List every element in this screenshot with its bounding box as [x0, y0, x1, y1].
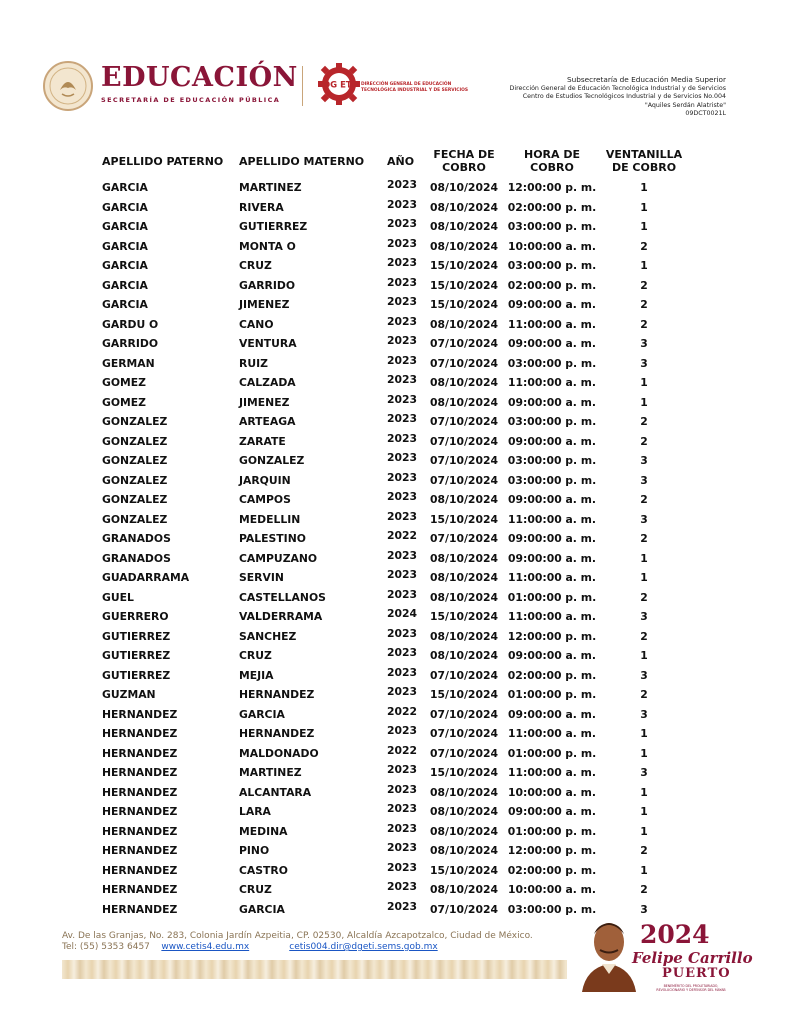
cell-ventanilla: 3 — [640, 668, 648, 682]
cell-apellido-paterno: GUTIERREZ — [102, 668, 171, 682]
cell-hora-cobro: 02:00:00 p. m. — [507, 200, 597, 214]
cell-apellido-materno: ARTEAGA — [239, 415, 296, 429]
document-header — [0, 0, 792, 130]
dgeti-name — [361, 82, 468, 93]
cell-apellido-materno: CRUZ — [239, 883, 272, 897]
cell-fecha-cobro: 07/10/2024 — [430, 454, 498, 468]
cell-anio: 2023 — [387, 548, 418, 562]
cell-ventanilla: 2 — [640, 278, 648, 292]
cell-anio: 2023 — [387, 197, 418, 211]
table-header-row — [102, 144, 689, 178]
cell-fecha-cobro: 15/10/2024 — [430, 688, 498, 702]
cell-anio: 2023 — [387, 646, 418, 660]
cell-ventanilla: 3 — [640, 610, 648, 624]
column-header-anio: AÑO — [387, 154, 415, 168]
cell-ventanilla: 3 — [640, 707, 648, 721]
cell-apellido-paterno: GUTIERREZ — [102, 629, 171, 643]
column-header-ventanilla: VENTANILLA DE COBRO — [605, 148, 683, 174]
cell-fecha-cobro: 08/10/2024 — [430, 805, 498, 819]
cell-anio: 2022 — [387, 529, 418, 543]
cell-ventanilla: 1 — [640, 649, 648, 663]
cell-hora-cobro: 09:00:00 a. m. — [508, 707, 596, 721]
cell-ventanilla: 2 — [640, 415, 648, 429]
cell-hora-cobro: 01:00:00 p. m. — [507, 688, 597, 702]
cell-apellido-paterno: GONZALEZ — [102, 434, 168, 448]
dgeti-line-1: DIRECCIÓN GENERAL DE EDUCACIÓN — [361, 82, 452, 87]
cell-hora-cobro: 03:00:00 p. m. — [507, 220, 597, 234]
institution-line-3: Centro de Estudios Tecnológicos Industrial y de Servicios No.004 — [522, 93, 726, 101]
cell-fecha-cobro: 15/10/2024 — [430, 863, 498, 877]
cell-apellido-paterno: GONZALEZ — [102, 473, 168, 487]
cell-fecha-cobro: 08/10/2024 — [430, 571, 498, 585]
cell-anio: 2023 — [387, 431, 418, 445]
cell-anio: 2023 — [387, 451, 418, 465]
cell-hora-cobro: 10:00:00 a. m. — [508, 785, 596, 799]
cell-anio: 2023 — [387, 860, 418, 874]
cell-hora-cobro: 01:00:00 p. m. — [507, 590, 597, 604]
column-header-fecha-cobro: FECHA DE COBRO — [433, 148, 495, 174]
cell-hora-cobro: 03:00:00 p. m. — [507, 454, 597, 468]
column-header-apellido-paterno: APELLIDO PATERNO — [102, 154, 224, 168]
cell-apellido-paterno: HERNANDEZ — [102, 766, 178, 780]
cell-fecha-cobro: 08/10/2024 — [430, 824, 498, 838]
cell-apellido-materno: MEJIA — [239, 668, 274, 682]
commemorative-name: Felipe Carrillo — [632, 949, 753, 967]
cell-apellido-paterno: GARCIA — [102, 181, 148, 195]
footer-phone: Tel: (55) 5353 6457 — [62, 942, 150, 952]
cell-apellido-paterno: GERMAN — [102, 356, 155, 370]
cell-apellido-materno: MARTINEZ — [239, 181, 302, 195]
cell-ventanilla: 2 — [640, 493, 648, 507]
cell-ventanilla: 3 — [640, 902, 648, 916]
cell-ventanilla: 3 — [640, 473, 648, 487]
commemorative-place: PUERTO — [662, 966, 731, 981]
cell-ventanilla: 3 — [640, 337, 648, 351]
cell-hora-cobro: 03:00:00 p. m. — [507, 259, 597, 273]
cell-apellido-paterno: HERNANDEZ — [102, 883, 178, 897]
cell-anio: 2023 — [387, 509, 418, 523]
cell-hora-cobro: 12:00:00 p. m. — [507, 181, 597, 195]
cell-apellido-paterno: GRANADOS — [102, 551, 171, 565]
cell-ventanilla: 2 — [640, 532, 648, 546]
cell-apellido-paterno: GOMEZ — [102, 376, 146, 390]
footer-address: Av. De las Granjas, No. 283, Colonia Jardín Azpeitia, CP. 02530, Alcaldía Azcapotzalco, Ciudad de México. — [62, 931, 533, 941]
column-header-apellido-materno: APELLIDO MATERNO — [239, 154, 365, 168]
cell-ventanilla: 2 — [640, 844, 648, 858]
cell-hora-cobro: 10:00:00 a. m. — [508, 883, 596, 897]
cell-apellido-paterno: GARCIA — [102, 200, 148, 214]
cell-apellido-materno: GONZALEZ — [239, 454, 305, 468]
cell-apellido-paterno: GOMEZ — [102, 395, 146, 409]
cell-apellido-materno: MONTA O — [239, 239, 296, 253]
cell-fecha-cobro: 08/10/2024 — [430, 629, 498, 643]
cell-ventanilla: 1 — [640, 551, 648, 565]
cell-apellido-materno: CASTELLANOS — [239, 590, 326, 604]
dgeti-gear-logo-icon — [318, 63, 360, 105]
cell-apellido-paterno: GONZALEZ — [102, 512, 168, 526]
cell-fecha-cobro: 07/10/2024 — [430, 707, 498, 721]
cell-apellido-materno: ZARATE — [239, 434, 286, 448]
cell-apellido-paterno: HERNANDEZ — [102, 824, 178, 838]
cell-anio: 2023 — [387, 782, 418, 796]
cell-hora-cobro: 09:00:00 a. m. — [508, 298, 596, 312]
payment-schedule-table — [102, 144, 689, 919]
cell-apellido-paterno: GARCIA — [102, 259, 148, 273]
cell-apellido-materno: PALESTINO — [239, 532, 306, 546]
education-title: EDUCACIÓN — [101, 62, 298, 93]
cell-hora-cobro: 12:00:00 p. m. — [507, 629, 597, 643]
cell-ventanilla: 1 — [640, 395, 648, 409]
cell-apellido-paterno: GUEL — [102, 590, 134, 604]
cell-apellido-materno: MALDONADO — [239, 746, 319, 760]
commemorative-year: 2024 — [640, 920, 710, 949]
cell-anio: 2023 — [387, 802, 418, 816]
cell-fecha-cobro: 08/10/2024 — [430, 493, 498, 507]
cell-fecha-cobro: 08/10/2024 — [430, 181, 498, 195]
cell-hora-cobro: 01:00:00 p. m. — [507, 824, 597, 838]
cell-apellido-materno: VALDERRAMA — [239, 610, 323, 624]
cell-fecha-cobro: 07/10/2024 — [430, 668, 498, 682]
cell-fecha-cobro: 07/10/2024 — [430, 415, 498, 429]
cell-hora-cobro: 11:00:00 a. m. — [508, 512, 596, 526]
cell-anio: 2024 — [387, 607, 418, 621]
cell-apellido-paterno: GUADARRAMA — [102, 571, 190, 585]
cell-hora-cobro: 11:00:00 a. m. — [508, 317, 596, 331]
cell-fecha-cobro: 08/10/2024 — [430, 239, 498, 253]
cell-ventanilla: 1 — [640, 727, 648, 741]
cell-fecha-cobro: 08/10/2024 — [430, 590, 498, 604]
cell-anio: 2023 — [387, 490, 418, 504]
cell-apellido-materno: CALZADA — [239, 376, 296, 390]
cell-anio: 2023 — [387, 587, 418, 601]
cell-anio: 2023 — [387, 880, 418, 894]
cell-apellido-paterno: HERNANDEZ — [102, 902, 178, 916]
cell-apellido-materno: MARTINEZ — [239, 766, 302, 780]
cell-ventanilla: 2 — [640, 590, 648, 604]
cell-hora-cobro: 09:00:00 a. m. — [508, 395, 596, 409]
cell-ventanilla: 1 — [640, 220, 648, 234]
cell-anio: 2023 — [387, 568, 418, 582]
footer-email-link[interactable]: cetis004.dir@dgeti.sems.gob.mx — [289, 942, 438, 952]
cell-anio: 2023 — [387, 821, 418, 835]
cell-ventanilla: 1 — [640, 181, 648, 195]
cell-apellido-paterno: GONZALEZ — [102, 415, 168, 429]
cell-apellido-paterno: GUERRERO — [102, 610, 169, 624]
cell-apellido-paterno: HERNANDEZ — [102, 863, 178, 877]
cell-apellido-materno: CANO — [239, 317, 274, 331]
cell-fecha-cobro: 08/10/2024 — [430, 844, 498, 858]
cell-fecha-cobro: 07/10/2024 — [430, 356, 498, 370]
cell-apellido-materno: PINO — [239, 844, 270, 858]
cell-anio: 2023 — [387, 217, 418, 231]
cell-apellido-materno: LARA — [239, 805, 271, 819]
cell-apellido-materno: RIVERA — [239, 200, 284, 214]
cell-fecha-cobro: 15/10/2024 — [430, 298, 498, 312]
cell-apellido-materno: GARRIDO — [239, 278, 296, 292]
cell-anio: 2023 — [387, 334, 418, 348]
cell-apellido-paterno: GARCIA — [102, 298, 148, 312]
cell-hora-cobro: 02:00:00 p. m. — [507, 863, 597, 877]
cell-hora-cobro: 03:00:00 p. m. — [507, 415, 597, 429]
institution-block — [509, 76, 726, 119]
cell-hora-cobro: 09:00:00 a. m. — [508, 434, 596, 448]
cell-fecha-cobro: 08/10/2024 — [430, 395, 498, 409]
institution-line-1: Subsecretaría de Educación Media Superior — [566, 75, 726, 84]
cell-hora-cobro: 01:00:00 p. m. — [507, 746, 597, 760]
cell-ventanilla: 2 — [640, 298, 648, 312]
cell-ventanilla: 2 — [640, 688, 648, 702]
cell-ventanilla: 1 — [640, 824, 648, 838]
cell-apellido-paterno: GUZMAN — [102, 688, 156, 702]
education-subtitle: SECRETARÍA DE EDUCACIÓN PÚBLICA — [101, 96, 281, 104]
cell-anio: 2022 — [387, 743, 418, 757]
column-header-hora-cobro: HORA DE COBRO — [523, 148, 580, 174]
cell-hora-cobro: 02:00:00 p. m. — [507, 278, 597, 292]
cell-apellido-materno: ALCANTARA — [239, 785, 312, 799]
cell-apellido-paterno: GONZALEZ — [102, 454, 168, 468]
cell-fecha-cobro: 08/10/2024 — [430, 317, 498, 331]
cell-fecha-cobro: 07/10/2024 — [430, 902, 498, 916]
cell-apellido-materno: SANCHEZ — [239, 629, 297, 643]
cell-ventanilla: 1 — [640, 785, 648, 799]
table-body — [102, 178, 689, 919]
cell-apellido-paterno: HERNANDEZ — [102, 805, 178, 819]
cell-apellido-materno: GARCIA — [239, 902, 285, 916]
cell-ventanilla: 1 — [640, 805, 648, 819]
cell-anio: 2023 — [387, 899, 418, 913]
cell-anio: 2022 — [387, 704, 418, 718]
cell-apellido-paterno: GRANADOS — [102, 532, 171, 546]
cell-apellido-paterno: GUTIERREZ — [102, 649, 171, 663]
cell-apellido-materno: GARCIA — [239, 707, 285, 721]
cell-apellido-materno: SERVIN — [239, 571, 284, 585]
cell-ventanilla: 3 — [640, 766, 648, 780]
cell-fecha-cobro: 07/10/2024 — [430, 532, 498, 546]
cell-hora-cobro: 12:00:00 p. m. — [507, 844, 597, 858]
cell-anio: 2023 — [387, 763, 418, 777]
cell-hora-cobro: 11:00:00 a. m. — [508, 610, 596, 624]
cell-anio: 2023 — [387, 685, 418, 699]
cell-apellido-materno: JARQUIN — [239, 473, 291, 487]
cell-apellido-paterno: GARDU O — [102, 317, 159, 331]
cell-anio: 2023 — [387, 841, 418, 855]
cell-anio: 2023 — [387, 373, 418, 387]
cell-fecha-cobro: 08/10/2024 — [430, 551, 498, 565]
cell-ventanilla: 1 — [640, 200, 648, 214]
cell-hora-cobro: 11:00:00 a. m. — [508, 376, 596, 390]
cell-apellido-paterno: GARCIA — [102, 220, 148, 234]
institution-line-4: "Aquiles Serdán Alatriste" — [644, 101, 726, 109]
cell-fecha-cobro: 15/10/2024 — [430, 610, 498, 624]
cell-anio: 2023 — [387, 256, 418, 270]
institution-line-2: Dirección General de Educación Tecnológica Industrial y de Servicios — [509, 84, 726, 92]
cell-ventanilla: 2 — [640, 434, 648, 448]
cell-hora-cobro: 03:00:00 p. m. — [507, 902, 597, 916]
cell-hora-cobro: 11:00:00 a. m. — [508, 727, 596, 741]
cell-fecha-cobro: 08/10/2024 — [430, 883, 498, 897]
cell-hora-cobro: 11:00:00 a. m. — [508, 571, 596, 585]
institution-line-5: 09DCT0021L — [685, 110, 726, 118]
cell-anio: 2023 — [387, 665, 418, 679]
cell-apellido-materno: JIMENEZ — [239, 395, 290, 409]
cell-anio: 2023 — [387, 392, 418, 406]
cell-fecha-cobro: 15/10/2024 — [430, 766, 498, 780]
cell-hora-cobro: 02:00:00 p. m. — [507, 668, 597, 682]
cell-apellido-paterno: GARCIA — [102, 239, 148, 253]
cell-anio: 2023 — [387, 275, 418, 289]
cell-apellido-materno: MEDINA — [239, 824, 288, 838]
cell-apellido-materno: MEDELLIN — [239, 512, 301, 526]
cell-fecha-cobro: 15/10/2024 — [430, 259, 498, 273]
cell-apellido-materno: RUIZ — [239, 356, 268, 370]
cell-anio: 2023 — [387, 412, 418, 426]
cell-ventanilla: 1 — [640, 746, 648, 760]
cell-hora-cobro: 09:00:00 a. m. — [508, 337, 596, 351]
cell-apellido-paterno: HERNANDEZ — [102, 746, 178, 760]
cell-hora-cobro: 09:00:00 a. m. — [508, 649, 596, 663]
cell-ventanilla: 1 — [640, 376, 648, 390]
cell-fecha-cobro: 15/10/2024 — [430, 278, 498, 292]
cell-ventanilla: 3 — [640, 454, 648, 468]
cell-hora-cobro: 09:00:00 a. m. — [508, 805, 596, 819]
cell-ventanilla: 1 — [640, 863, 648, 877]
cell-ventanilla: 2 — [640, 883, 648, 897]
decorative-pattern-band — [62, 960, 567, 979]
cell-anio: 2023 — [387, 178, 418, 192]
cell-ventanilla: 3 — [640, 512, 648, 526]
cell-anio: 2023 — [387, 626, 418, 640]
cell-fecha-cobro: 15/10/2024 — [430, 512, 498, 526]
cell-hora-cobro: 09:00:00 a. m. — [508, 493, 596, 507]
cell-apellido-materno: CRUZ — [239, 649, 272, 663]
cell-anio: 2023 — [387, 314, 418, 328]
cell-apellido-materno: CASTRO — [239, 863, 288, 877]
cell-apellido-materno: JIMENEZ — [239, 298, 290, 312]
cell-apellido-materno: CAMPUZANO — [239, 551, 318, 565]
cell-ventanilla: 2 — [640, 239, 648, 253]
cell-anio: 2023 — [387, 236, 418, 250]
cell-hora-cobro: 03:00:00 p. m. — [507, 356, 597, 370]
cell-fecha-cobro: 07/10/2024 — [430, 337, 498, 351]
cell-fecha-cobro: 08/10/2024 — [430, 200, 498, 214]
cell-apellido-paterno: HERNANDEZ — [102, 785, 178, 799]
cell-apellido-materno: VENTURA — [239, 337, 297, 351]
cell-anio: 2023 — [387, 295, 418, 309]
cell-ventanilla: 3 — [640, 356, 648, 370]
cell-apellido-paterno: HERNANDEZ — [102, 844, 178, 858]
commemorative-caption: BENEMÉRITO DEL PROLETARIADO, REVOLUCIONARIO Y DEFENSOR DEL MAYAB — [656, 984, 726, 992]
cell-apellido-paterno: HERNANDEZ — [102, 727, 178, 741]
footer-contact — [62, 942, 438, 952]
footer-website-link[interactable]: www.cetis4.edu.mx — [161, 942, 250, 952]
cell-fecha-cobro: 08/10/2024 — [430, 220, 498, 234]
cell-fecha-cobro: 07/10/2024 — [430, 727, 498, 741]
dgeti-logo-text: DG ETI — [323, 80, 355, 91]
cell-fecha-cobro: 07/10/2024 — [430, 434, 498, 448]
cell-ventanilla: 1 — [640, 259, 648, 273]
mexico-coat-of-arms-icon — [42, 60, 94, 112]
cell-ventanilla: 2 — [640, 317, 648, 331]
cell-hora-cobro: 11:00:00 a. m. — [508, 766, 596, 780]
cell-apellido-paterno: GARRIDO — [102, 337, 159, 351]
cell-apellido-paterno: GARCIA — [102, 278, 148, 292]
cell-fecha-cobro: 08/10/2024 — [430, 376, 498, 390]
cell-ventanilla: 1 — [640, 571, 648, 585]
cell-apellido-materno: HERNANDEZ — [239, 688, 315, 702]
cell-fecha-cobro: 08/10/2024 — [430, 649, 498, 663]
cell-fecha-cobro: 08/10/2024 — [430, 785, 498, 799]
cell-fecha-cobro: 07/10/2024 — [430, 746, 498, 760]
cell-apellido-materno: CAMPOS — [239, 493, 291, 507]
cell-ventanilla: 2 — [640, 629, 648, 643]
cell-hora-cobro: 10:00:00 a. m. — [508, 239, 596, 253]
cell-apellido-paterno: GONZALEZ — [102, 493, 168, 507]
cell-anio: 2023 — [387, 470, 418, 484]
header-divider — [302, 66, 303, 106]
cell-hora-cobro: 09:00:00 a. m. — [508, 551, 596, 565]
cell-hora-cobro: 09:00:00 a. m. — [508, 532, 596, 546]
cell-anio: 2023 — [387, 724, 418, 738]
cell-hora-cobro: 03:00:00 p. m. — [507, 473, 597, 487]
cell-fecha-cobro: 07/10/2024 — [430, 473, 498, 487]
cell-anio: 2023 — [387, 353, 418, 367]
dgeti-line-2: TECNOLÓGICA INDUSTRIAL Y DE SERVICIOS — [361, 87, 469, 93]
cell-apellido-paterno: HERNANDEZ — [102, 707, 178, 721]
cell-apellido-materno: HERNANDEZ — [239, 727, 315, 741]
cell-apellido-materno: GUTIERREZ — [239, 220, 308, 234]
cell-apellido-materno: CRUZ — [239, 259, 272, 273]
